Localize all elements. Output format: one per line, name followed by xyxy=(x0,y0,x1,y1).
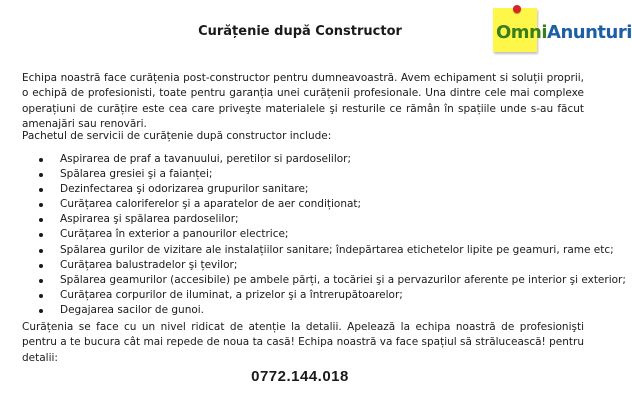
list-item: Spălarea gresiei şi a faianței; xyxy=(22,167,584,182)
list-item: Curățarea caloriferelor şi a aparatelor de aer condiționat; xyxy=(22,197,584,212)
list-item: Dezinfectarea şi odorizarea grupurilor sanitare; xyxy=(22,182,584,197)
list-item: Aspirarea şi spălarea pardoselilor; xyxy=(22,212,584,227)
list-item: Spălarea gurilor de vizitare ale instalațiilor sanitare; îndepărtarea etichetelor lipite pe geamuri, rame etc; xyxy=(22,243,584,258)
pin-icon xyxy=(513,5,521,13)
logo-text xyxy=(496,22,632,43)
list-item: Curățarea în exterior a panourilor electrice; xyxy=(22,227,584,242)
services-intro: Pachetul de servicii de curățenie după constructor include: xyxy=(22,130,332,142)
list-item: Spălarea geamurilor (accesibile) pe ambele părți, a tocăriei şi a pervazurilor aferente pe interior şi exterior; xyxy=(22,273,584,288)
logo-text-omni: Omni xyxy=(496,22,548,43)
intro-paragraph: Echipa noastră face curățenia post-constructor pentru dumneavoastră. Avem echipament si soluții proprii, o echipă de profesionisti, toate pentru garanția unei curățenii profesionale. Una dintre cele mai complexe operațiuni de curățire este cea care priveşte materialele şi resturile ce rămân în spațiile unde s-au făcut amenajări sau renovări. xyxy=(22,72,584,130)
phone-number: 0772.144.018 xyxy=(251,368,349,385)
list-item: Aspirarea de praf a tavanuului, peretilor si pardoselilor; xyxy=(22,152,584,167)
logo-text-anunturi: Anunturi xyxy=(547,22,632,43)
list-item: Curățarea balustradelor şi țevilor; xyxy=(22,258,584,273)
list-item: Curățarea corpurilor de iluminat, a prizelor şi a întrerupătoarelor; xyxy=(22,288,584,303)
services-list xyxy=(22,152,626,318)
list-item: Degajarea sacilor de gunoi. xyxy=(22,303,584,318)
closing-paragraph: Curățenia se face cu un nivel ridicat de atenție la detalii. Apelează la echipa noastră de profesionişti pentru a te bucura cât mai repede de noua ta casă! Echipa noastră va face spațiul să strălucească! pentru detalii: xyxy=(22,321,584,364)
omnianunturi-logo xyxy=(487,6,632,52)
page-title: Curățenie după Constructor xyxy=(198,24,402,39)
